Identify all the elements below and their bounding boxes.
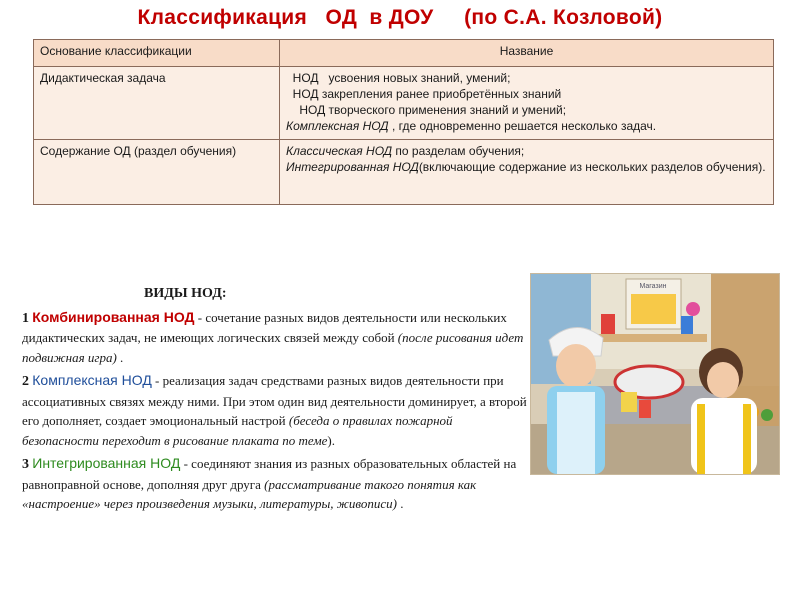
type-example: (беседа о правилах пожарной безопасности переходит в рисование плаката по теме	[22, 413, 453, 448]
cell-basis-content	[34, 140, 280, 205]
type-end: .	[396, 496, 404, 511]
header-name: Название	[280, 40, 774, 67]
type-text: - реализация задач средствами разных видов деятельности при ассоциативных связях между ними. При этом один вид деятельности доминирует, а второй его дополняет, создает эмоциональный настрой	[22, 373, 527, 428]
item-number: 3	[22, 457, 29, 472]
name-line: НОД усвоения новых знаний, умений;	[286, 71, 511, 85]
type-example: (после рисования идет подвижная игра)	[22, 330, 524, 365]
page-title: Классификация ОД в ДОУ (по С.А. Козловой)	[137, 6, 663, 29]
name-line: НОД закрепления ранее приобретённых знаний	[286, 87, 562, 101]
cell-names-didactic	[280, 67, 774, 140]
nod-types-section	[22, 284, 532, 514]
table-row	[34, 140, 774, 205]
name-rest: по разделам обучения;	[392, 144, 525, 158]
cell-names-content	[280, 140, 774, 205]
name-line: НОД творческого применения знаний и умений;	[286, 103, 567, 117]
cell-basis-didactic: Дидактическая задача	[34, 67, 280, 140]
type-example: (рассматривание такого понятия как «настроение» через произведения музыки, литературы, живописи)	[22, 476, 477, 511]
name-line	[286, 118, 767, 134]
name-italic: Комплексная НОД	[286, 119, 389, 133]
type-item-combined	[22, 308, 532, 368]
type-text: - сочетание разных видов деятельности или нескольких дидактических задач, не имеющих логических связей между собой	[22, 309, 507, 345]
name-line	[286, 143, 767, 159]
classroom-photo-illustration	[531, 274, 779, 474]
item-number: 2	[22, 374, 29, 389]
shop-sign-text: Магазин	[639, 283, 667, 290]
basis-main: Содержание ОД	[40, 144, 131, 158]
name-line	[286, 159, 767, 175]
name-italic: Интегрированная НОД	[286, 160, 419, 174]
type-item-complex	[22, 371, 532, 450]
type-text: - соединяют знания из разных образовательных областей на равноправной основе, дополняя друг друга	[22, 456, 517, 492]
table-row	[34, 67, 774, 140]
type-name: Комплексная НОД	[32, 372, 152, 388]
type-name: Комбинированная НОД	[32, 308, 195, 325]
type-item-integrated	[22, 454, 532, 514]
section-heading: ВИДЫ НОД:	[144, 286, 227, 301]
header-basis: Основание классификации	[34, 40, 280, 67]
type-end: ).	[327, 432, 336, 448]
item-number: 1	[22, 310, 29, 326]
classroom-photo	[530, 273, 780, 475]
name-rest: , где одновременно решается несколько задач.	[388, 119, 657, 133]
name-rest: (включающие содержание из нескольких разделов обучения).	[418, 160, 766, 174]
classification-table	[33, 39, 774, 205]
type-end: .	[116, 349, 124, 365]
name-italic: Классическая НОД	[286, 144, 393, 158]
basis-rest: (раздел обучения)	[130, 144, 237, 158]
type-name: Интегрированная НОД	[32, 455, 181, 471]
table-header-row	[34, 40, 774, 67]
